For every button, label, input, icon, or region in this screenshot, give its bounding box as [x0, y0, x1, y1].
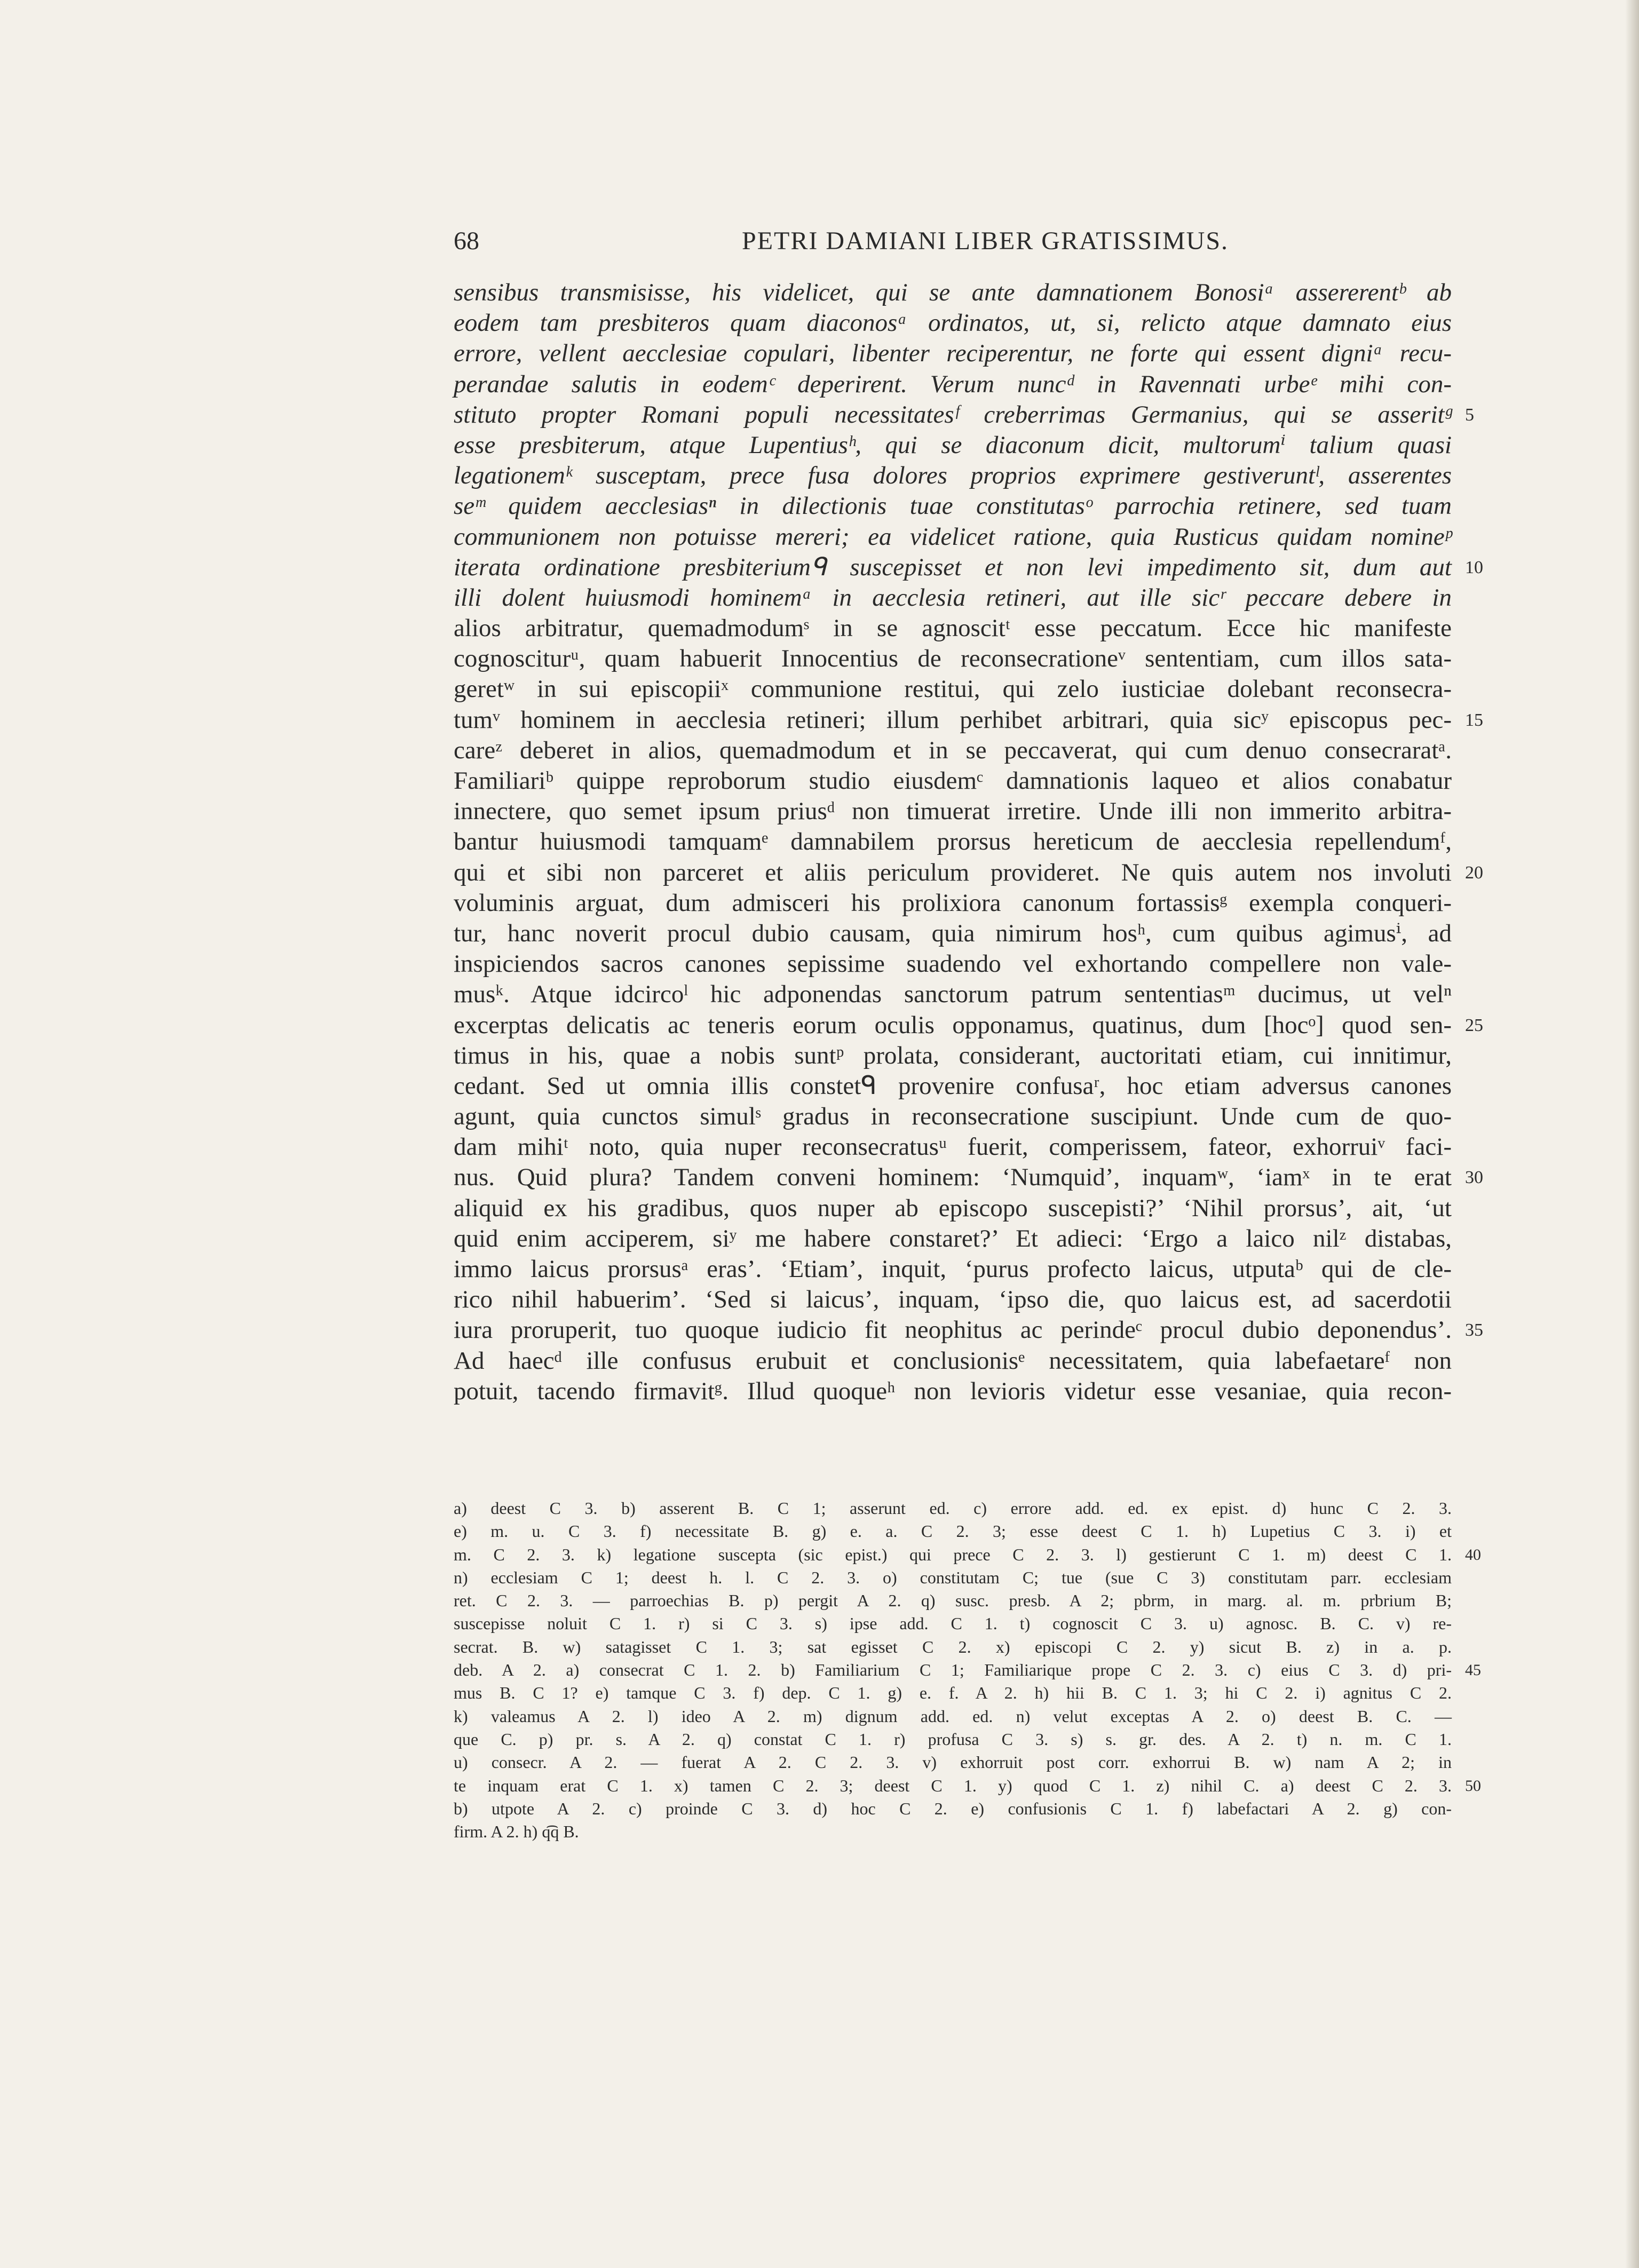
- line-number: 10: [1465, 557, 1483, 577]
- footnote-line-content: m. C 2. 3. k) legatione suscepta (sic epist.) qui prece C 2. 3. l) gestierunt C 1. m) deest C 1.: [454, 1544, 1452, 1564]
- line-number: 25: [1465, 1015, 1483, 1035]
- text-line-content: cedant. Sed ut omnia illis constetᑫ provenire confusaʳ, hoc etiam adversus canones: [454, 1072, 1452, 1100]
- text-line-content: immo laicus prorsusᵃ eras’. ‘Etiam’, inquit, ‘purus profecto laicus, utputaᵇ qui de cle-: [454, 1255, 1452, 1283]
- line-number: 15: [1465, 710, 1483, 730]
- text-line: [454, 1010, 1483, 1041]
- text-line-content: illi dolent huiusmodi hominemᵃ in aecclesia retineri, aut ille sicʳ peccare debere in: [454, 583, 1452, 612]
- footnote-line: [454, 1820, 1452, 1843]
- footnote-line-content: deb. A 2. a) consecrat C 1. 2. b) Familiarium C 1; Familiarique prope C 2. 3. c) eius C 3. d) pri-: [454, 1660, 1452, 1680]
- footnote-line: [454, 1520, 1452, 1543]
- footnote-line-content: suscepisse noluit C 1. r) si C 3. s) ipse add. C 1. t) cognoscit C 3. u) agnosc. B. C. v) re-: [454, 1614, 1452, 1633]
- footnote-line: [454, 1774, 1481, 1797]
- text-line-content: perandae salutis in eodemᶜ deperirent. Verum nuncᵈ in Ravennati urbeᵉ mihi con-: [454, 370, 1452, 398]
- main-text: [454, 277, 1483, 1407]
- text-line-content: esse presbiterum, atque Lupentiusʰ, qui se diaconum dicit, multorumⁱ talium quasi: [454, 431, 1452, 459]
- footnote-line: [454, 1497, 1452, 1520]
- footnote-line-content: mus B. C 1? e) tamque C 3. f) dep. C 1. g) e. f. A 2. h) hii B. C 1. 3; hi C 2. i) agnitus C 2.: [454, 1683, 1452, 1703]
- line-number: 40: [1465, 1545, 1481, 1564]
- text-line: [454, 522, 1452, 552]
- text-line-content: voluminis arguat, dum admisceri his prolixiora canonum fortassisᵍ exempla conqueri-: [454, 889, 1452, 917]
- text-line: [454, 1284, 1452, 1315]
- text-line-content: communionem non potuisse mereri; ea videlicet ratione, quia Rusticus quidam nomineᵖ: [454, 522, 1452, 551]
- page-number: 68: [454, 227, 479, 255]
- text-line-content: bantur huiusmodi tamquamᵉ damnabilem prorsus hereticum de aecclesia repellendumᶠ,: [454, 828, 1452, 856]
- text-line-content: dam mihiᵗ noto, quia nuper reconsecratusᵘ fuerit, comperissem, fateor, exhorruiᵛ faci-: [454, 1133, 1452, 1161]
- text-line: [454, 949, 1452, 979]
- footnote-line: [454, 1705, 1452, 1728]
- text-line: [454, 400, 1474, 430]
- text-line: [454, 1315, 1483, 1345]
- text-line-content: iterata ordinatione presbiteriumᑫ suscepisset et non levi impedimento sit, dum aut: [454, 553, 1452, 581]
- text-line: [454, 918, 1452, 949]
- text-line-content: potuit, tacendo firmavitᵍ. Illud quoqueʰ non levioris videtur esse vesaniae, quia recon-: [454, 1377, 1452, 1405]
- text-line: [454, 644, 1452, 674]
- footnote-line-content: k) valeamus A 2. l) ideo A 2. m) dignum add. ed. n) velut exceptas A 2. o) deest B. C. —: [454, 1706, 1452, 1726]
- text-line: [454, 1132, 1452, 1162]
- footnote-line: [454, 1589, 1452, 1612]
- text-line-content: iura proruperit, tuo quoque iudicio fit neophitus ac perindeᶜ procul dubio deponendus’.: [454, 1316, 1452, 1344]
- line-number: 20: [1465, 862, 1483, 883]
- text-line: [454, 1041, 1452, 1071]
- text-line-content: quid enim acciperem, siʸ me habere constaret?’ Et adieci: ‘Ergo a laico nilᶻ distabas,: [454, 1224, 1452, 1252]
- running-title: PETRI DAMIANI LIBER GRATISSIMUS.: [742, 227, 1229, 255]
- text-line-content: inspiciendos sacros canones sepissime suadendo vel exhortando compellere non vale-: [454, 950, 1452, 978]
- text-line: [454, 461, 1452, 491]
- footnote-line-content: u) consecr. A 2. — fuerat A 2. C 2. 3. v) exhorruit post corr. exhorrui B. w) nam A 2; in: [454, 1752, 1452, 1772]
- text-line-content: eodem tam presbiteros quam diaconosᵃ ordinatos, ut, si, relicto atque damnato eius: [454, 309, 1452, 337]
- footnote-line: [454, 1566, 1452, 1589]
- footnote-line: [454, 1612, 1452, 1635]
- line-number: 35: [1465, 1320, 1483, 1341]
- text-line-content: musᵏ. Atque idcircoˡ hic adponendas sanctorum patrum sententiasᵐ ducimus, ut velⁿ: [454, 980, 1452, 1009]
- footnote-line: [454, 1728, 1452, 1751]
- text-line-content: rico nihil habuerim’. ‘Sed si laicus’, inquam, ‘ipso die, quo laicus est, ad sacerdotii: [454, 1286, 1452, 1314]
- text-line: [454, 796, 1452, 827]
- text-line-content: Familiariᵇ quippe reproborum studio eiusdemᶜ damnationis laqueo et alios conabatur: [454, 767, 1452, 795]
- footnote-line: [454, 1659, 1481, 1682]
- footnote-line: [454, 1751, 1452, 1774]
- text-line-content: sensibus transmisisse, his videlicet, qui se ante damnationem Bonosiᵃ assererentᵇ ab: [454, 279, 1452, 306]
- text-line: [454, 369, 1452, 400]
- footnote-line: [454, 1797, 1452, 1820]
- text-line: [454, 583, 1452, 613]
- text-line: [454, 1071, 1452, 1101]
- text-line: [454, 277, 1452, 308]
- text-line: [454, 491, 1452, 521]
- text-line: [454, 1162, 1483, 1193]
- text-line: [454, 1101, 1452, 1132]
- footnotes: [454, 1497, 1481, 1843]
- line-number: 50: [1465, 1777, 1481, 1795]
- text-line-content: careᶻ deberet in alios, quemadmodum et in se peccaverat, qui cum denuo consecraratᵃ.: [454, 736, 1452, 764]
- text-line: [454, 613, 1452, 644]
- footnote-line-content: secrat. B. w) satagisset C 1. 3; sat egisset C 2. x) episcopi C 2. y) sicut B. z) in a. p.: [454, 1637, 1452, 1656]
- text-line-content: agunt, quia cunctos simulˢ gradus in reconsecratione suscipiunt. Unde cum de quo-: [454, 1103, 1452, 1131]
- text-line-content: stituto propter Romani populi necessitatesᶠ creberrimas Germanius, qui se asseritᵍ: [454, 400, 1452, 429]
- text-line-content: aliquid ex his gradibus, quos nuper ab episcopo suscepisti?’ ‘Nihil prorsus’, ait, ‘ut: [454, 1194, 1452, 1222]
- text-line: [454, 1193, 1452, 1224]
- text-line: [454, 858, 1483, 888]
- footnote-line-content: firm. A 2. h) q͡q B.: [454, 1822, 579, 1842]
- footnote-line-content: a) deest C 3. b) asserent B. C 1; asserunt ed. c) errore add. ed. ex epist. d) hunc C 2. 3.: [454, 1498, 1452, 1518]
- footnote-line-content: e) m. u. C 3. f) necessitate B. g) e. a. C 2. 3; esse deest C 1. h) Lupetius C 3. i) et: [454, 1521, 1452, 1541]
- text-line-content: legationemᵏ susceptam, prece fusa dolores proprios exprimere gestiveruntˡ, asserentes: [454, 462, 1452, 490]
- text-line: [454, 1254, 1452, 1284]
- text-line-content: nus. Quid plura? Tandem conveni hominem: ‘Numquid’, inquamʷ, ‘iamˣ in te erat: [454, 1163, 1452, 1192]
- text-line: [454, 308, 1452, 338]
- text-line: [454, 827, 1452, 857]
- line-number: 5: [1465, 405, 1474, 425]
- text-line: [454, 735, 1452, 766]
- text-line-content: excerptas delicatis ac teneris eorum oculis opponamus, quatinus, dum [hocᵒ] quod sen-: [454, 1011, 1452, 1039]
- text-line: [454, 674, 1452, 704]
- text-line-content: errore, vellent aecclesiae copulari, libenter reciperentur, ne forte qui essent digniᵃ recu-: [454, 339, 1452, 368]
- footnote-line-content: que C. p) pr. s. A 2. q) constat C 1. r) profusa C 3. s) s. gr. des. A 2. t) n. m. C 1.: [454, 1729, 1452, 1749]
- text-line-content: qui et sibi non parceret et aliis periculum provideret. Ne quis autem nos involuti: [454, 858, 1452, 886]
- text-line-content: cognosciturᵘ, quam habuerit Innocentius de reconsecrationeᵛ sententiam, cum illos sata-: [454, 645, 1452, 673]
- footnote-line-content: b) utpote A 2. c) proinde C 3. d) hoc C 2. e) confusionis C 1. f) labefactari A 2. g) con-: [454, 1798, 1452, 1818]
- footnote-line-content: ret. C 2. 3. — parroechias B. p) pergit A 2. q) susc. presb. A 2; pbrm, in marg. al. m. prbrium B;: [454, 1591, 1452, 1611]
- footnote-line-content: te inquam erat C 1. x) tamen C 2. 3; deest C 1. y) quod C 1. z) nihil C. a) deest C 2. 3.: [454, 1775, 1452, 1795]
- text-line-content: innectere, quo semet ipsum priusᵈ non timuerat irretire. Unde illi non immerito arbitra-: [454, 797, 1452, 826]
- footnote-line-content: n) ecclesiam C 1; deest h. l. C 2. 3. o) constitutam C; tue (sue C 3) constitutam parr. ecclesiam: [454, 1567, 1452, 1587]
- text-line: [454, 979, 1452, 1010]
- text-line: [454, 1224, 1452, 1254]
- text-line: [454, 888, 1452, 918]
- text-line-content: tumᵛ hominem in aecclesia retineri; illum perhibet arbitrari, quia sicʸ episcopus pec-: [454, 705, 1452, 734]
- text-line-content: seᵐ quidem aecclesiasⁿ in dilectionis tuae constitutasᵒ parrochia retinere, sed tuam: [454, 492, 1452, 520]
- text-line: [454, 552, 1483, 583]
- text-line: [454, 766, 1452, 796]
- page-header: [454, 226, 1521, 265]
- text-line: [454, 430, 1452, 461]
- text-line-content: Ad haecᵈ ille confusus erubuit et conclusionisᵉ necessitatem, quia labefaetareᶠ non: [454, 1346, 1452, 1375]
- page-edge-shadow: [1625, 0, 1639, 2268]
- text-line: [454, 1376, 1452, 1407]
- text-line: [454, 705, 1483, 735]
- footnote-line: [454, 1682, 1452, 1704]
- text-line-content: alios arbitratur, quemadmodumˢ in se agnoscitᵗ esse peccatum. Ecce hic manifeste: [454, 614, 1452, 643]
- text-line-content: tur, hanc noverit procul dubio causam, quia nimirum hosʰ, cum quibus agimusⁱ, ad: [454, 919, 1452, 947]
- line-number: 45: [1465, 1661, 1481, 1679]
- text-line-content: geretʷ in sui episcopiiˣ communione restitui, qui zelo iusticiae dolebant reconsecra-: [454, 675, 1452, 703]
- text-line-content: timus in his, quae a nobis suntᵖ prolata, considerant, auctoritati etiam, cui innitimur,: [454, 1041, 1452, 1069]
- text-line: [454, 1346, 1452, 1376]
- text-line: [454, 338, 1452, 369]
- footnote-line: [454, 1636, 1452, 1659]
- line-number: 30: [1465, 1168, 1483, 1188]
- footnote-line: [454, 1543, 1481, 1566]
